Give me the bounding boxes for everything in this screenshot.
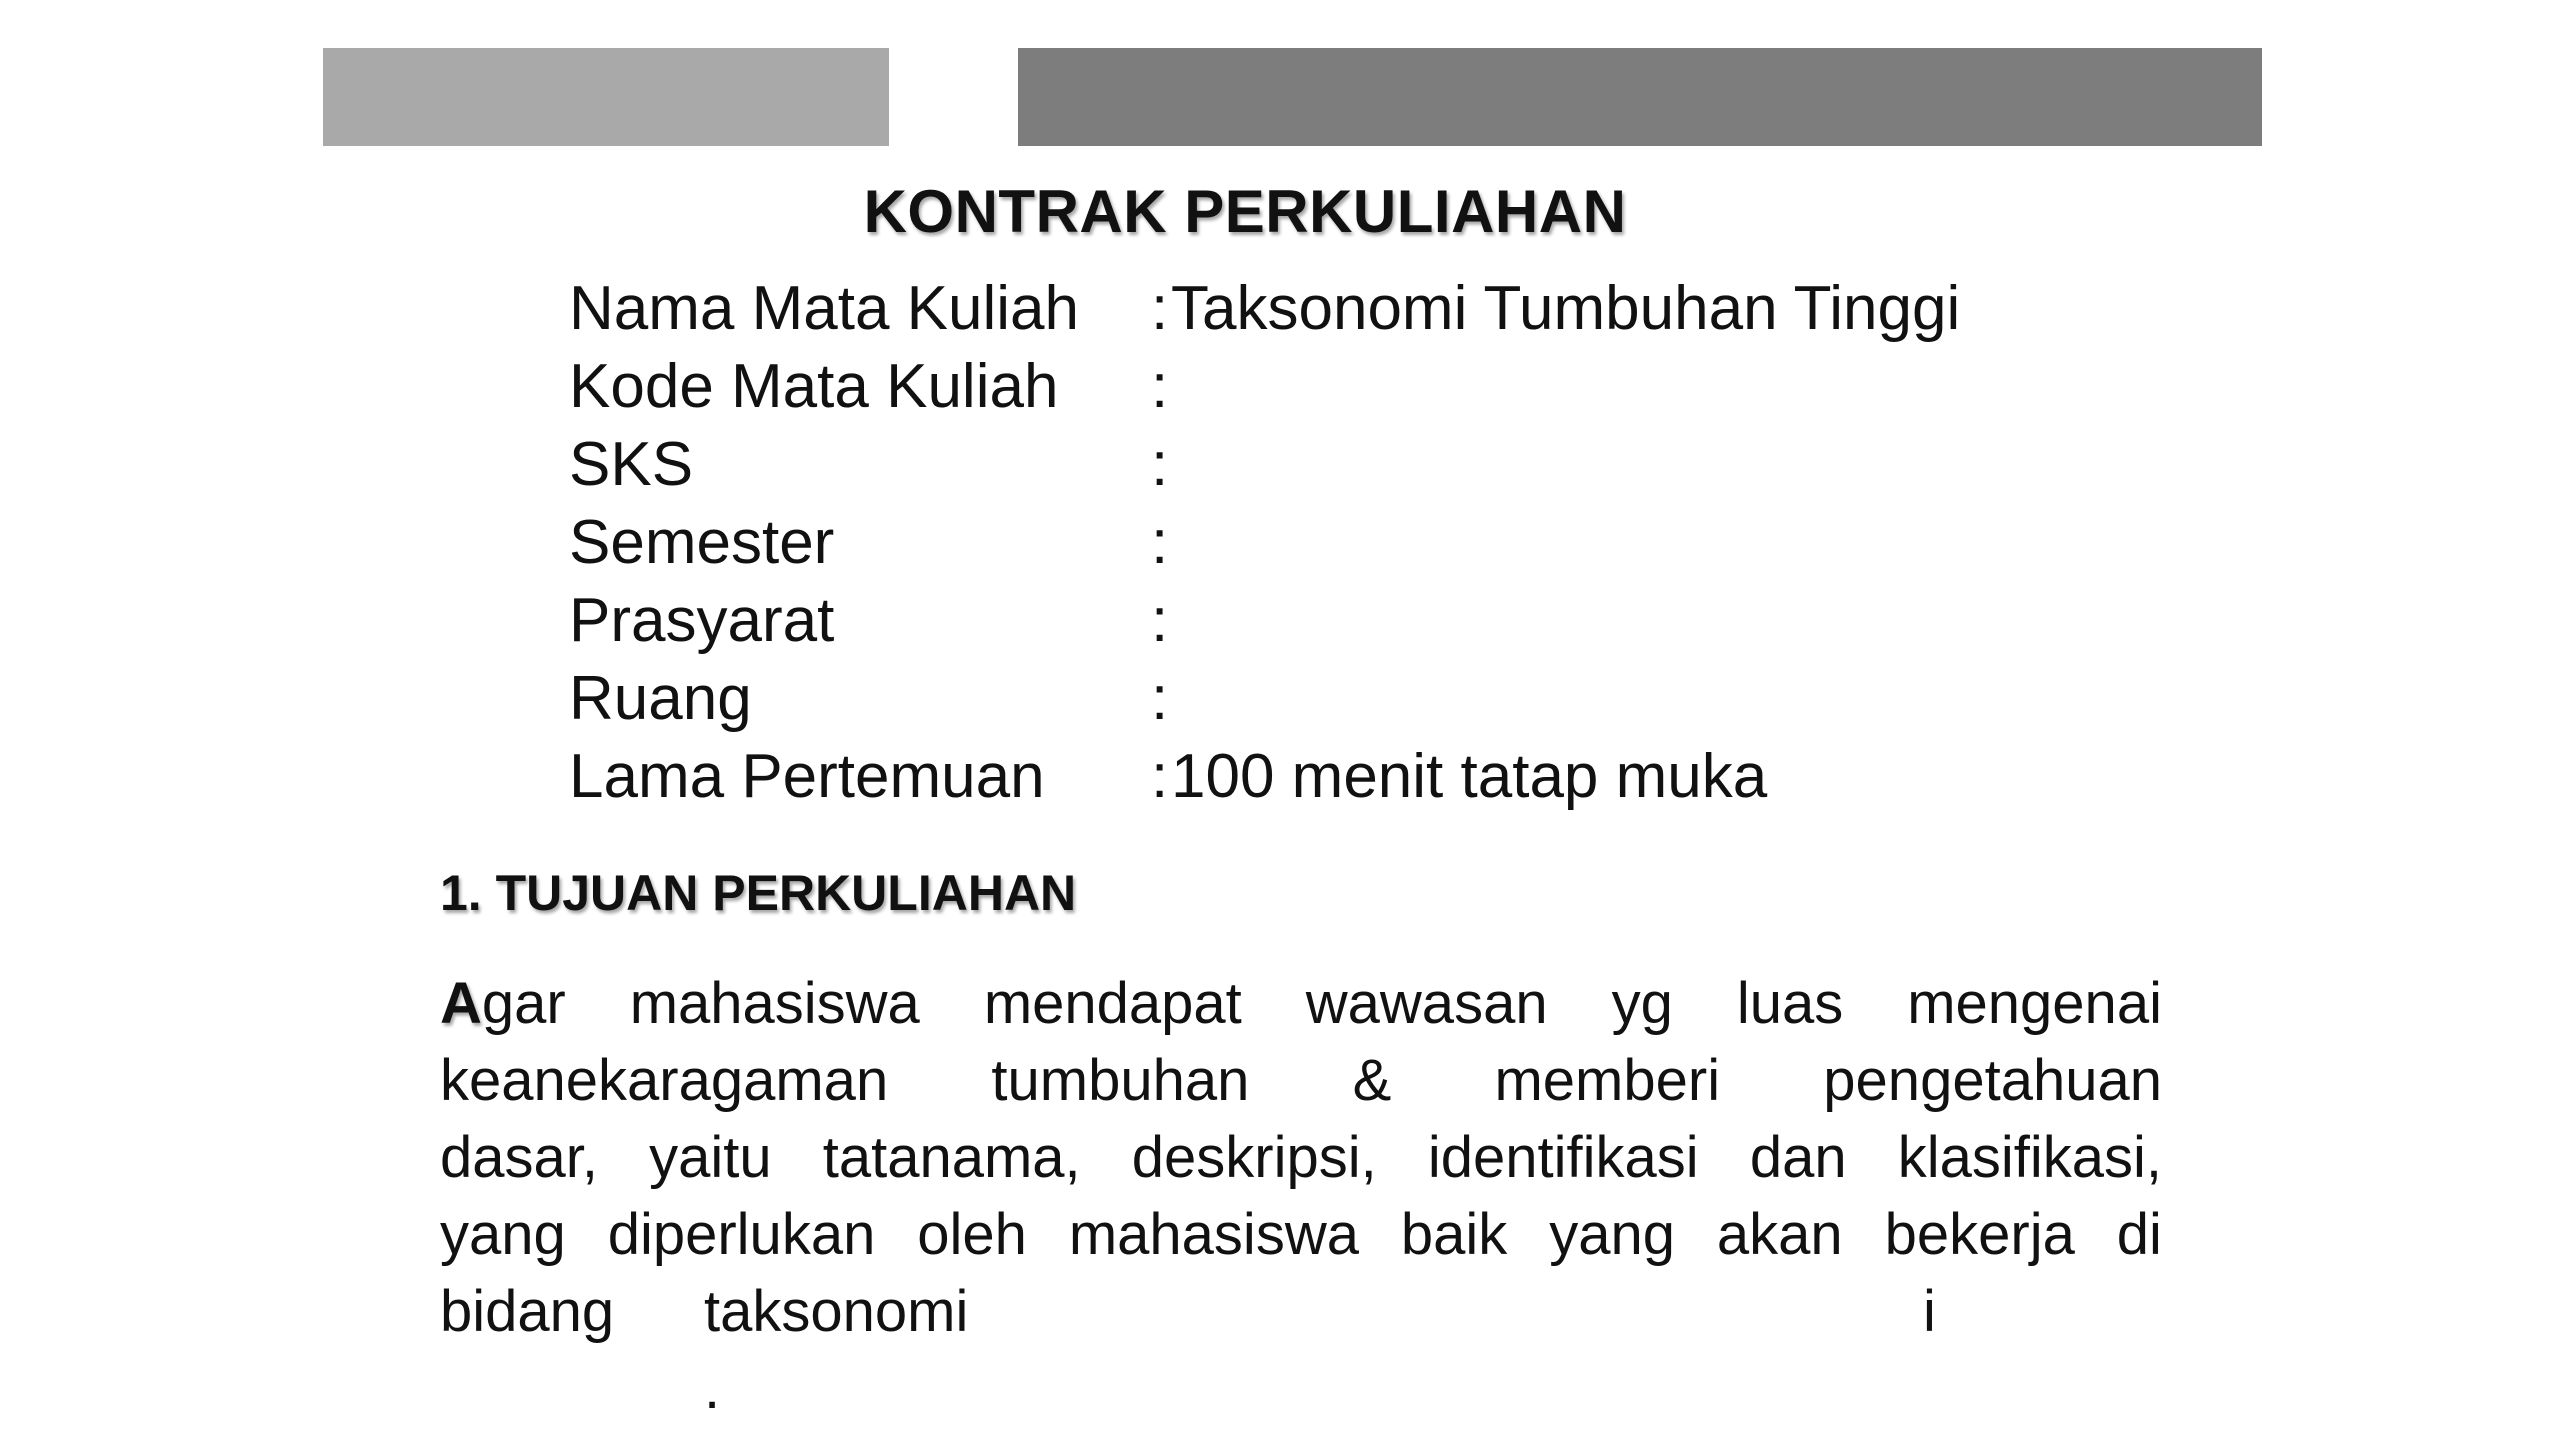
drop-cap-letter: A bbox=[440, 971, 482, 1036]
info-row-prerequisite bbox=[569, 582, 1960, 660]
info-label: Prasyarat bbox=[569, 586, 835, 655]
paragraph-word: & bbox=[1352, 1048, 1392, 1113]
paragraph-line bbox=[440, 1273, 2162, 1350]
info-value: Taksonomi Tumbuhan Tinggi bbox=[1171, 274, 1961, 343]
info-row-duration bbox=[569, 738, 1960, 816]
paragraph-word: mahasiswa bbox=[629, 971, 920, 1036]
paragraph-word: mendapat bbox=[983, 971, 1242, 1036]
paragraph-word: luas bbox=[1736, 971, 1844, 1036]
header-bar-light bbox=[323, 48, 889, 146]
info-label: Ruang bbox=[569, 664, 752, 733]
paragraph-word: baik bbox=[1400, 1202, 1508, 1267]
paragraph-word: yaitu bbox=[649, 1125, 772, 1190]
paragraph-word: deskripsi, bbox=[1131, 1125, 1377, 1190]
info-colon: : bbox=[1151, 664, 1169, 733]
paragraph-word: dasar, bbox=[440, 1125, 598, 1190]
paragraph-word: i bbox=[1923, 1279, 1936, 1344]
paragraph-word: bidang bbox=[440, 1279, 615, 1344]
info-label: Kode Mata Kuliah bbox=[569, 352, 1059, 421]
paragraph-period: . bbox=[704, 1356, 721, 1421]
info-label: Nama Mata Kuliah bbox=[569, 274, 1080, 343]
info-row-course-name bbox=[569, 270, 1960, 348]
objective-paragraph bbox=[440, 965, 2162, 1427]
paragraph-word: yg bbox=[1611, 971, 1673, 1036]
paragraph-word: gar bbox=[481, 971, 566, 1036]
paragraph-word: di bbox=[2116, 1202, 2162, 1267]
info-colon: : bbox=[1151, 352, 1169, 421]
info-label: SKS bbox=[569, 430, 694, 499]
info-colon: : bbox=[1151, 274, 1169, 343]
info-colon: : bbox=[1151, 508, 1169, 577]
paragraph-word: dan bbox=[1749, 1125, 1847, 1190]
header-bar-dark bbox=[1018, 48, 2262, 146]
info-row-sks bbox=[569, 426, 1960, 504]
info-value: 100 menit tatap muka bbox=[1171, 742, 1768, 811]
paragraph-line bbox=[440, 1350, 2162, 1427]
paragraph-word: memberi bbox=[1494, 1048, 1721, 1113]
info-colon: : bbox=[1151, 742, 1169, 811]
paragraph-word: pengetahuan bbox=[1823, 1048, 2162, 1113]
info-row-semester bbox=[569, 504, 1960, 582]
paragraph-line bbox=[440, 1119, 2162, 1196]
info-colon: : bbox=[1151, 586, 1169, 655]
info-row-course-code bbox=[569, 348, 1960, 426]
info-colon: : bbox=[1151, 430, 1169, 499]
paragraph-word: keanekaragaman bbox=[440, 1048, 889, 1113]
paragraph-word: tumbuhan bbox=[991, 1048, 1250, 1113]
info-label: Lama Pertemuan bbox=[569, 742, 1045, 811]
paragraph-word: akan bbox=[1716, 1202, 1843, 1267]
paragraph-word: tatanama, bbox=[822, 1125, 1081, 1190]
paragraph-word: oleh bbox=[917, 1202, 1027, 1267]
paragraph-line bbox=[440, 1042, 2162, 1119]
course-info-table bbox=[569, 270, 1960, 816]
paragraph-first-word bbox=[440, 965, 566, 1042]
paragraph-word: mahasiswa bbox=[1068, 1202, 1359, 1267]
document-title: KONTRAK PERKULIAHAN bbox=[863, 178, 1627, 245]
paragraph-word: mengenai bbox=[1907, 971, 2162, 1036]
paragraph-line bbox=[440, 1196, 2162, 1273]
paragraph-line bbox=[440, 965, 2162, 1042]
paragraph-word: klasifikasi, bbox=[1897, 1125, 2162, 1190]
paragraph-word: yang bbox=[440, 1202, 566, 1267]
info-row-room bbox=[569, 660, 1960, 738]
paragraph-word: identifikasi bbox=[1427, 1125, 1699, 1190]
paragraph-word: yang bbox=[1549, 1202, 1675, 1267]
paragraph-word: taksonomi bbox=[704, 1279, 969, 1344]
info-label: Semester bbox=[569, 508, 835, 577]
paragraph-word: diperlukan bbox=[607, 1202, 876, 1267]
paragraph-word: wawasan bbox=[1305, 971, 1548, 1036]
section-heading: 1. TUJUAN PERKULIAHAN bbox=[440, 865, 1077, 921]
paragraph-word: bekerja bbox=[1884, 1202, 2075, 1267]
